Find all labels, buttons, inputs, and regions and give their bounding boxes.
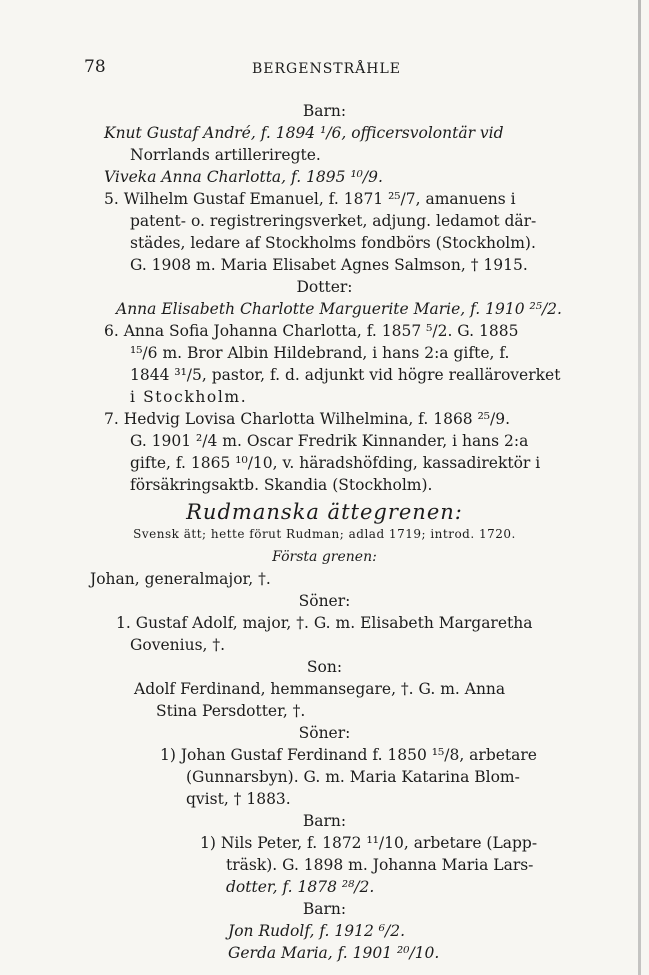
text-line: Anna Elisabeth Charlotte Marguerite Marie, f. 1910 ²⁵/2.	[116, 300, 562, 318]
text-line: 6. Anna Sofia Johanna Charlotta, f. 1857 ⁵/2. G. 1885	[104, 322, 519, 340]
heading-dotter: Dotter:	[296, 278, 353, 296]
text-line: 7. Hedvig Lovisa Charlotta Wilhelmina, f. 1868 ²⁵/9.	[104, 410, 511, 428]
text-line: i Stockholm.	[130, 388, 248, 406]
section-note: Svensk ätt; hette förut Rudman; adlad 1719; introd. 1720.	[133, 527, 516, 541]
text-line: patent- o. registreringsverket, adjung. ledamot där-	[130, 212, 537, 230]
text-line: Govenius, †.	[130, 636, 226, 654]
text-line: G. 1901 ²/4 m. Oscar Fredrik Kinnander, i hans 2:a	[130, 432, 529, 450]
text-line: Viveka Anna Charlotta, f. 1895 ¹⁰/9.	[104, 168, 383, 186]
text-line: 1) Nils Peter, f. 1872 ¹¹/10, arbetare (Lapp-	[200, 834, 538, 852]
text-line: 1844 ³¹/5, pastor, f. d. adjunkt vid högre realläroverket	[130, 366, 561, 384]
text-line: Jon Rudolf, f. 1912 ⁶/2.	[228, 922, 405, 940]
text-line: Gerda Maria, f. 1901 ²⁰/10.	[228, 944, 440, 962]
heading-soner: Söner:	[298, 592, 351, 610]
heading-barn: Barn:	[302, 900, 347, 918]
text-line: Adolf Ferdinand, hemmansegare, †. G. m. Anna	[134, 680, 506, 698]
text-line: (Gunnarsbyn). G. m. Maria Katarina Blom-	[186, 768, 520, 786]
page-number: 78	[84, 57, 106, 77]
subsection-heading: Första grenen:	[272, 549, 377, 565]
text-line: städes, ledare af Stockholms fondbörs (Stockholm).	[130, 234, 536, 252]
text-line: Johan, generalmajor, †.	[90, 570, 271, 588]
heading-son: Son:	[306, 658, 343, 676]
running-title: BERGENSTRÅHLE	[252, 61, 402, 77]
text-line: 1. Gustaf Adolf, major, †. G. m. Elisabeth Margaretha	[116, 614, 533, 632]
heading-soner: Söner:	[298, 724, 351, 742]
text-line: Knut Gustaf André, f. 1894 ¹/6, officersvolontär vid	[104, 124, 504, 142]
text-line: 1) Johan Gustaf Ferdinand f. 1850 ¹⁵/8, arbetare	[160, 746, 537, 764]
text-line: qvist, † 1883.	[186, 790, 291, 808]
text-line: G. 1908 m. Maria Elisabet Agnes Salmson, † 1915.	[130, 256, 528, 274]
text-line: försäkringsaktb. Skandia (Stockholm).	[130, 476, 433, 494]
text-line: ¹⁵/6 m. Bror Albin Hildebrand, i hans 2:a gifte, f.	[130, 344, 510, 362]
text-line: Norrlands artilleriregte.	[130, 146, 321, 164]
section-heading: Rudmanska ättegrenen:	[186, 500, 463, 524]
heading-barn: Barn:	[302, 812, 347, 830]
text-line: gifte, f. 1865 ¹⁰/10, v. häradshöfding, kassadirektör i	[130, 454, 541, 472]
text-line: 5. Wilhelm Gustaf Emanuel, f. 1871 ²⁵/7, amanuens i	[104, 190, 516, 208]
text-line: dotter, f. 1878 ²⁸/2.	[226, 878, 375, 896]
text-line: träsk). G. 1898 m. Johanna Maria Lars-	[226, 856, 534, 874]
text-line: Stina Persdotter, †.	[156, 702, 306, 720]
heading-barn: Barn:	[302, 102, 347, 120]
